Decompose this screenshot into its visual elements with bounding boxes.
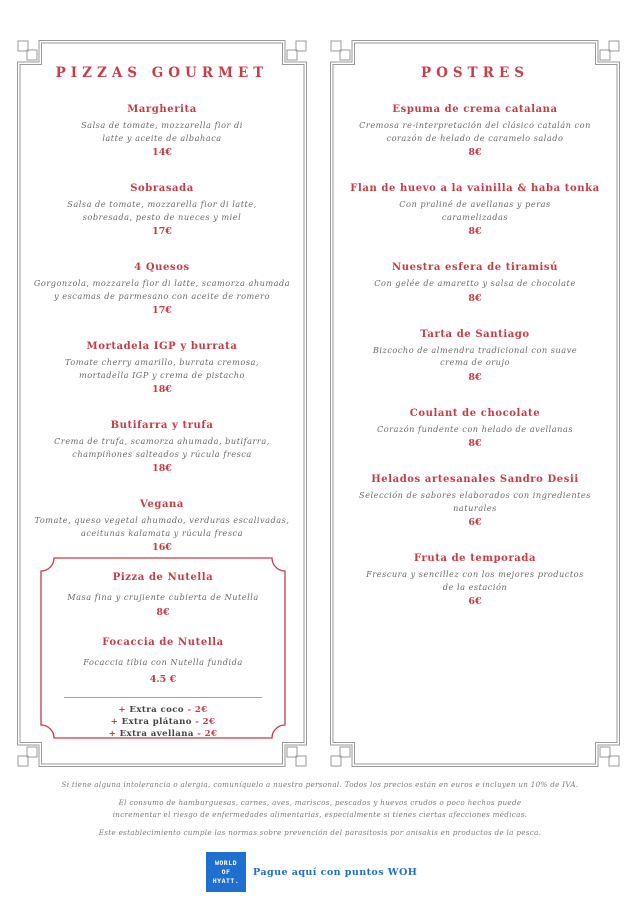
item-name: 4 Quesos <box>134 262 190 273</box>
extra-label: Extra plátano <box>121 717 192 727</box>
menu-item <box>342 103 608 160</box>
divider <box>64 697 262 698</box>
menu-item <box>29 419 295 476</box>
item-name: Focaccia de Nutella <box>102 636 224 648</box>
item-name: Margherita <box>127 104 197 115</box>
extra-item <box>50 728 276 740</box>
item-description: Salsa de tomate, mozzarella fior di latte y aceite de albahaca <box>81 120 243 143</box>
section-title-postres: POSTRES <box>421 65 529 81</box>
item-price: 17€ <box>152 305 172 316</box>
item-name: Coulant de chocolate <box>409 407 541 419</box>
item-description: Selección de sabores elaborados con ingredientes naturales <box>359 490 591 513</box>
extra-item <box>50 704 276 716</box>
item-price: 8€ <box>468 226 482 237</box>
menu-item <box>342 552 608 609</box>
item-price: 4.5 € <box>149 674 177 685</box>
logo-text: WORLD <box>214 858 238 867</box>
woh-pay-link-text[interactable]: Pague aquí con puntos WOH <box>253 866 418 878</box>
item-description: Crema de trufa, scamorza ahumada, butifarra, champiñones salteados y rúcula fresca <box>54 436 270 459</box>
menu-item <box>50 571 276 620</box>
item-price: 18€ <box>152 463 172 474</box>
extra-price: 2€ <box>204 729 218 739</box>
menu-item <box>342 328 608 385</box>
postres-panel <box>330 40 620 767</box>
item-price: 8€ <box>468 147 482 158</box>
item-name: Vegana <box>139 499 185 510</box>
item-name: Fruta de temporada <box>413 553 537 564</box>
item-name: Butifarra y trufa <box>110 420 214 431</box>
item-description: Corazón fundente con helado de avellanas <box>376 423 574 434</box>
item-name: Tarta de Santiago <box>420 328 530 340</box>
menu-item <box>29 498 295 555</box>
raw-food-notice-line1: El consumo de hamburguesas, carnes, aves, mariscos, pescados y huevos crudos o poco hechos puede <box>118 798 522 807</box>
item-description: Bizcocho de almendra tradicional con suave crema de orujo <box>372 344 578 367</box>
item-name: Flan de huevo a la vainilla & haba tonka <box>350 183 600 194</box>
item-description: Con gelée de amaretto y salsa de chocolate <box>374 278 576 288</box>
item-description: Tomate cherry amarillo, burrata cremosa, mortadella IGP y crema de pistacho <box>64 357 260 380</box>
plus-icon: + <box>110 717 119 727</box>
item-name: Mortadela IGP y burrata <box>86 341 238 352</box>
section-title-pizzas: PIZZAS GOURMET <box>55 65 269 81</box>
item-description: Gorgonzola, mozzarela fior di latte, scamorza ahumada y escamas de parmesano con aceite de romero <box>33 278 291 301</box>
menu-item <box>342 407 608 452</box>
item-name: Pizza de Nutella <box>112 572 214 583</box>
plus-icon: + <box>108 729 117 739</box>
item-price: 8€ <box>468 371 482 383</box>
nutella-content <box>50 571 276 740</box>
menu-item <box>50 636 276 688</box>
extra-item <box>50 716 276 728</box>
allergy-notice: Si tiene alguna intolerancia o alergia, comuníquelo a nuestro personal. Todos los precios están en euros e incluyen un 10% de IVA. <box>61 780 579 789</box>
item-description: Tomate, queso vegetal ahumado, verduras escalivadas, aceitunas kalamata y rúcula fresca <box>34 515 290 538</box>
nutella-specials-box <box>40 557 286 739</box>
item-price: 6€ <box>468 517 482 528</box>
raw-food-notice-line2: incrementar el riesgo de enfermedades alimentarias, especialmente si tienes ciertas afecciones médicas. <box>112 809 528 819</box>
item-price: 6€ <box>468 596 482 607</box>
world-of-hyatt-logo-icon[interactable] <box>206 852 246 892</box>
raw-food-notice <box>0 797 640 820</box>
separator: - <box>195 717 200 727</box>
postres-content <box>342 40 608 624</box>
plus-icon: + <box>118 705 126 715</box>
separator: - <box>187 705 192 715</box>
extra-price: 2€ <box>194 705 208 715</box>
menu-item <box>342 473 608 530</box>
item-price: 17€ <box>152 226 172 237</box>
menu-item <box>29 182 295 239</box>
woh-payment-link[interactable] <box>206 852 417 892</box>
menu-item <box>29 261 295 318</box>
item-name: Nuestra esfera de tiramisú <box>391 262 559 273</box>
item-description: Con praliné de avellanas y peras caramelizadas <box>399 199 551 222</box>
item-price: 14€ <box>152 147 172 158</box>
item-price: 18€ <box>152 384 172 395</box>
extra-price: 2€ <box>202 717 216 727</box>
extra-label: Extra avellana <box>119 729 194 739</box>
item-name: Helados artesanales Sandro Desii <box>371 474 579 485</box>
logo-text: HYATT. <box>212 876 240 885</box>
item-description: Masa fina y crujiente cubierta de Nutella <box>67 592 259 602</box>
item-name: Sobrasada <box>130 183 194 194</box>
menu-item <box>342 182 608 239</box>
item-price: 8€ <box>156 606 170 618</box>
item-price: 8€ <box>468 292 482 304</box>
logo-text: OF <box>221 867 231 876</box>
item-description: Frescura y sencillez con los mejores productos de la estación <box>366 569 584 592</box>
item-price: 8€ <box>468 438 482 449</box>
extra-label: Extra coco <box>129 705 185 715</box>
item-description: Salsa de tomate, mozzarella fior di latte, sobresada, pesto de nueces y miel <box>67 199 257 222</box>
separator: - <box>197 729 202 739</box>
item-name: Espuma de crema catalana <box>392 104 558 115</box>
item-description: Cremosa re-interpretación del clásico catalán con corazón de helado de caramelo salado <box>359 120 591 143</box>
menu-item <box>29 103 295 160</box>
menu-item <box>342 261 608 306</box>
menu-item <box>29 340 295 397</box>
item-price: 16€ <box>152 542 172 553</box>
anisakis-notice: Este establecimiento cumple las normas sobre prevención del parasitosis por anisakis en productos de la pesca. <box>98 828 542 837</box>
pizzas-content <box>29 40 295 570</box>
item-description: Focaccia tibia con Nutella fundida <box>83 656 243 667</box>
